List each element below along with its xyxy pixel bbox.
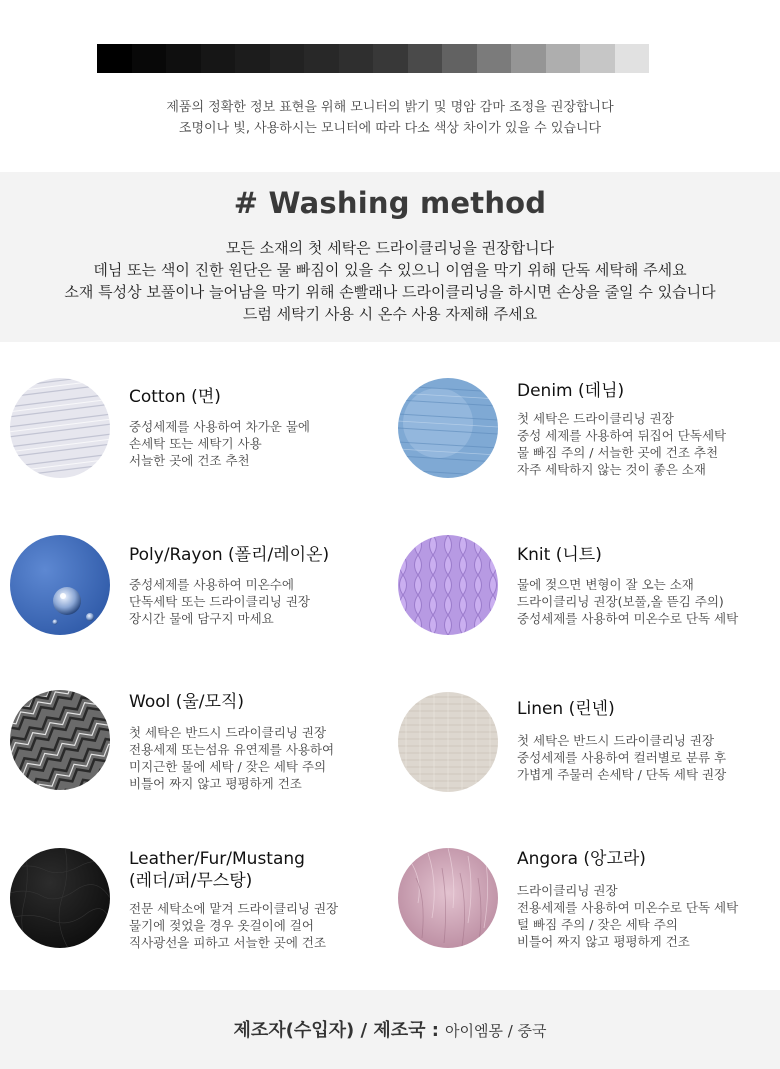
linen-line: 가볍게 주물러 손세탁 / 단독 세탁 권장 [517, 767, 727, 782]
angora-line: 비틀어 짜지 않고 평평하게 건조 [517, 934, 690, 949]
wool-line: 전용세제 또는섬유 유연제를 사용하여 [129, 742, 335, 757]
gray-swatch [373, 44, 408, 73]
angora-line: 전용세제를 사용하여 미온수로 단독 세탁 [517, 900, 739, 915]
knit-line: 드라이클리닝 권장(보풀,올 뜯김 주의) [517, 594, 724, 609]
guideline-line-4: 드럼 세탁기 사용 시 온수 사용 자제해 주세요 [242, 305, 538, 323]
poly-rayon-swatch [10, 535, 110, 635]
manufacturer-info [0, 1016, 780, 1042]
notice-line-1: 제품의 정확한 정보 표현을 위해 모니터의 밝기 및 명암 감마 조정을 권장합니다 [166, 100, 614, 115]
gray-swatch [511, 44, 546, 73]
poly-rayon-line: 중성세제를 사용하여 미온수에 [129, 577, 294, 592]
denim-swatch [398, 378, 498, 478]
angora-description [517, 882, 738, 950]
guideline-line-3: 소재 특성상 보풀이나 늘어남을 막기 위해 손빨래나 드라이클리닝을 하시면 손상을 줄일 수 있습니다 [64, 283, 716, 301]
manufacturer-value: 아이엠몽 / 중국 [445, 1022, 547, 1040]
cotton-swatch [10, 378, 110, 478]
leather-name-line: (레더/퍼/무스탕) [129, 871, 253, 891]
knit-description [517, 576, 738, 627]
gray-swatch [270, 44, 305, 73]
poly-rayon-name: Poly/Rayon (폴리/레이온) [129, 545, 330, 565]
leather-swatch [10, 848, 110, 948]
leather-description [129, 900, 338, 951]
poly-rayon-line: 장시간 물에 담구지 마세요 [129, 611, 274, 626]
denim-description [517, 410, 726, 478]
linen-description [517, 732, 726, 783]
wool-swatch [10, 690, 110, 790]
leather-name-line: Leather/Fur/Mustang [129, 849, 305, 869]
knit-swatch [398, 535, 498, 635]
knit-line: 중성세제를 사용하여 미온수로 단독 세탁 [517, 611, 739, 626]
denim-line: 물 빠짐 주의 / 서늘한 곳에 건조 추천 [517, 445, 719, 460]
linen-name: Linen (린넨) [517, 699, 615, 719]
manufacturer-label: 제조자(수입자) / 제조국 : [233, 1020, 439, 1041]
monitor-notice [0, 97, 780, 139]
angora-name: Angora (앙고라) [517, 849, 646, 869]
linen-swatch [398, 692, 498, 792]
guideline-line-2: 데님 또는 색이 진한 원단은 물 빠짐이 있을 수 있으니 이염을 막기 위해 단독 세탁해 주세요 [93, 261, 687, 279]
denim-line: 자주 세탁하지 않는 것이 좋은 소재 [517, 462, 706, 477]
angora-line: 털 빠짐 주의 / 잦은 세탁 주의 [517, 917, 678, 932]
washing-method-title: # Washing method [233, 186, 547, 220]
gray-swatch [477, 44, 512, 73]
leather-line: 물기에 젖었을 경우 옷걸이에 걸어 [129, 918, 314, 933]
fabric-card-poly-rayon [10, 535, 380, 645]
gray-swatch [408, 44, 443, 73]
wool-name: Wool (울/모직) [129, 692, 244, 712]
gray-swatch [132, 44, 167, 73]
gray-swatch [580, 44, 615, 73]
wool-description [129, 724, 334, 792]
gray-swatch [166, 44, 201, 73]
fabric-card-linen [398, 692, 770, 802]
poly-rayon-line: 단독세탁 또는 드라이클리닝 권장 [129, 594, 310, 609]
angora-line: 드라이클리닝 권장 [517, 883, 618, 898]
gray-swatch [97, 44, 132, 73]
gray-swatch [201, 44, 236, 73]
gray-swatch [615, 44, 650, 73]
fabric-card-leather [10, 848, 380, 958]
denim-line: 중성 세제를 사용하여 뒤집어 단독세탁 [517, 428, 727, 443]
cotton-line: 손세탁 또는 세탁기 사용 [129, 436, 262, 451]
cotton-description [129, 418, 310, 469]
knit-name: Knit (니트) [517, 545, 602, 565]
cotton-name: Cotton (면) [129, 387, 221, 407]
gray-swatch [442, 44, 477, 73]
guideline-line-1: 모든 소재의 첫 세탁은 드라이클리닝을 권장합니다 [225, 239, 555, 257]
cotton-line: 중성세제를 사용하여 차가운 물에 [129, 419, 310, 434]
fabric-card-cotton [10, 378, 380, 488]
notice-line-2: 조명이나 빛, 사용하시는 모니터에 따라 다소 색상 차이가 있을 수 있습니다 [178, 121, 602, 136]
knit-line: 물에 젖으면 변형이 잘 오는 소재 [517, 577, 694, 592]
fabric-card-knit [398, 535, 770, 645]
wool-line: 첫 세탁은 반드시 드라이클리닝 권장 [129, 725, 327, 740]
washing-method-guidelines [0, 237, 780, 325]
cotton-line: 서늘한 곳에 건조 추천 [129, 453, 250, 468]
angora-swatch [398, 848, 498, 948]
gray-swatch [235, 44, 270, 73]
gray-swatch [546, 44, 581, 73]
leather-name [129, 848, 305, 892]
gray-calibration-strip [97, 44, 649, 73]
linen-line: 중성세제를 사용하여 컬러별로 분류 후 [517, 750, 727, 765]
leather-line: 직사광선을 피하고 서늘한 곳에 건조 [129, 935, 327, 950]
denim-name: Denim (데님) [517, 381, 625, 401]
poly-rayon-description [129, 576, 310, 627]
linen-line: 첫 세탁은 반드시 드라이클리닝 권장 [517, 733, 715, 748]
fabric-card-wool [10, 690, 380, 800]
gray-swatch [304, 44, 339, 73]
fabric-card-denim [398, 378, 770, 488]
wool-line: 미지근한 물에 세탁 / 잦은 세탁 주의 [129, 759, 327, 774]
wool-line: 비틀어 짜지 않고 평평하게 건조 [129, 776, 302, 791]
gray-swatch [339, 44, 374, 73]
fabric-card-angora [398, 848, 770, 958]
denim-line: 첫 세탁은 드라이클리닝 권장 [517, 411, 674, 426]
leather-line: 전문 세탁소에 맡겨 드라이클리닝 권장 [129, 901, 339, 916]
